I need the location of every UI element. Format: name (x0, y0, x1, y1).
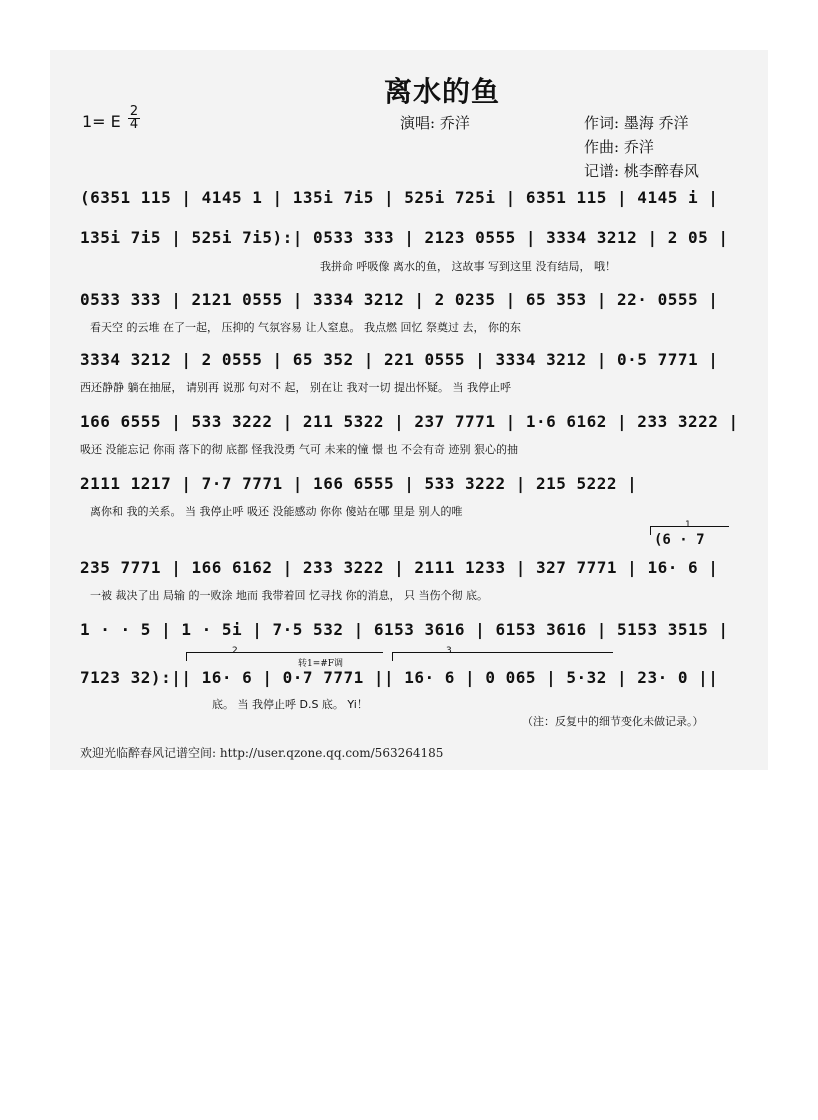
score-line-8 (80, 620, 730, 650)
score-line-7 (80, 558, 730, 606)
alt-phrase: (6 · 7 (654, 532, 705, 548)
time-signature-bottom: 4 (129, 117, 139, 132)
score-line-2 (80, 228, 730, 276)
notes-line: 7123 32):|| 16· 6 | 0·7 7771 || 16· 6 | 0 065 | 5·32 | 23· 0 || (80, 668, 719, 687)
score-line-1 (80, 188, 730, 228)
score-line-6 (80, 474, 730, 522)
score-line-5 (80, 412, 739, 460)
lyrics-line: 离你和 我的关系。 当 我停止呼 吸还 没能感动 你你 傻站在哪 里是 别人的唯 (90, 505, 463, 518)
notes-line: 135i 7i5 | 525i 7i5):| 0533 333 | 2123 0555 | 3334 3212 | 2 05 | (80, 228, 729, 247)
ending-number-3: 3 (446, 646, 452, 656)
ending-number-2: 2 (232, 646, 238, 656)
notes-line: (6351 115 | 4145 1 | 135i 7i5 | 525i 725i | 6351 115 | 4145 i | (80, 188, 719, 207)
score-sheet (50, 50, 768, 770)
time-signature-top: 2 (129, 104, 139, 119)
key-signature: 1= E (82, 112, 121, 131)
composer-credit: 作曲: 乔洋 (584, 138, 654, 156)
notes-line: 235 7771 | 166 6162 | 233 3222 | 2111 1233 | 327 7771 | 16· 6 | (80, 558, 719, 577)
lyrics-line: 吸还 没能忘记 你雨 落下的彻 底都 怪我没勇 气可 未来的憧 憬 也 不会有奇 迹别 狠心的抽 (80, 443, 518, 456)
modulation-mark: 转1=#F调 (298, 659, 344, 669)
notes-line: 166 6555 | 533 3222 | 211 5322 | 237 7771 | 1·6 6162 | 233 3222 | (80, 412, 739, 431)
ending-bracket-3 (392, 652, 613, 661)
lyrics-line: 西还静静 躺在抽屉， 请别再 说那 句对不 起， 别在让 我对一切 提出怀疑。 当 我停止呼 (80, 381, 511, 394)
lyricist-credit: 作词: 墨海 乔洋 (584, 114, 689, 132)
lyrics-line: 我拼命 呼吸像 离水的鱼， 这故事 写到这里 没有结局， 哦！ (320, 260, 616, 273)
notes-line: 3334 3212 | 2 0555 | 65 352 | 221 0555 | 3334 3212 | 0·5 7771 | (80, 350, 719, 369)
score-line-3 (80, 290, 730, 338)
score-line-4 (80, 350, 730, 398)
score-line-9 (80, 668, 730, 716)
time-signature (128, 106, 140, 131)
lyrics-line: 底。 当 我停止呼 D.S 底。 Yi！ (212, 698, 368, 711)
lyrics-line: 一被 裁决了出 局输 的一败涂 地而 我带着回 忆寻找 你的消息， 只 当伤个彻 底。 (90, 589, 488, 602)
song-title: 离水的鱼 (384, 75, 501, 108)
transcriber-credit: 记谱: 桃李醉春风 (584, 162, 699, 180)
singer-credit: 演唱: 乔洋 (400, 114, 470, 132)
notes-line: 2111 1217 | 7·7 7771 | 166 6555 | 533 3222 | 215 5222 | (80, 474, 638, 493)
notes-line: 1 · · 5 | 1 · 5i | 7·5 532 | 6153 3616 | 6153 3616 | 5153 3515 | (80, 620, 729, 639)
footer-link-text: 欢迎光临醉春风记谱空间: http://user.qzone.qq.com/563264185 (80, 746, 444, 760)
lyrics-line: 看天空 的云堆 在了一起， 压抑的 气氛容易 让人窒息。 我点燃 回忆 祭奠过 去， 你的东 (90, 321, 521, 334)
ending-number-1: 1 (685, 520, 691, 530)
notes-line: 0533 333 | 2121 0555 | 3334 3212 | 2 0235 | 65 353 | 22· 0555 | (80, 290, 719, 309)
ending-bracket-2 (186, 652, 383, 661)
transcription-remark: （注：反复中的细节变化未做记录。） (522, 715, 704, 728)
